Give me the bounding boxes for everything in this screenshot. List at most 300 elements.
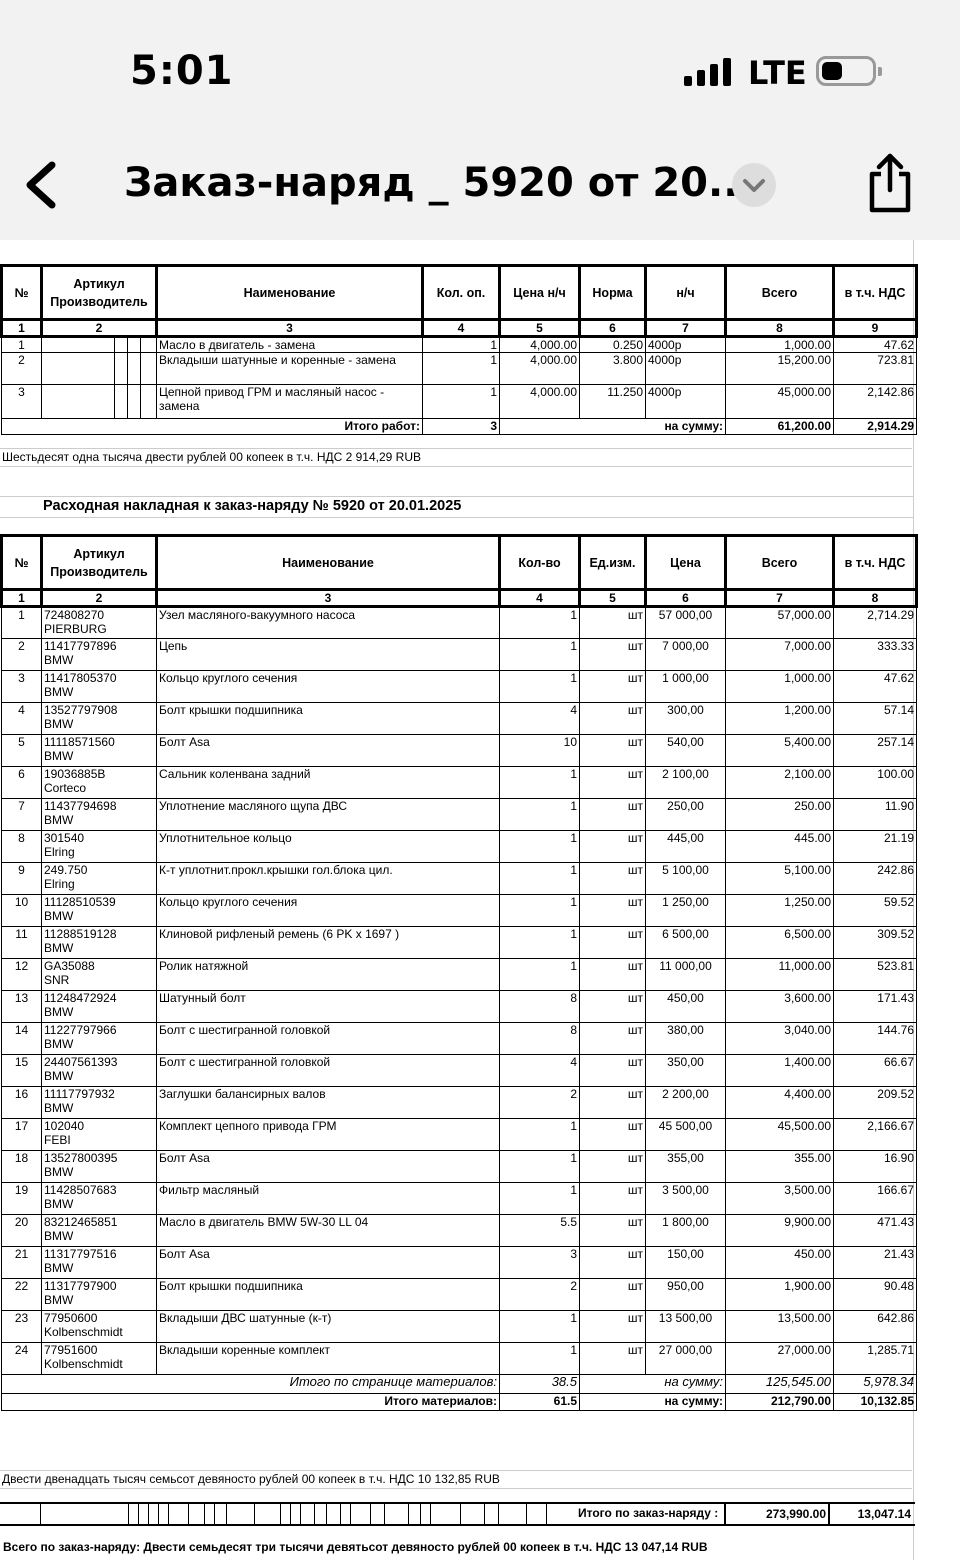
materials-row-vat: 166.67 <box>834 1183 917 1215</box>
tick-line <box>408 1504 409 1524</box>
materials-row-manufacturer: Corteco <box>44 781 87 795</box>
materials-row-name: Болт с шестигранной головкой <box>157 1055 500 1087</box>
materials-row <box>2 1343 917 1375</box>
materials-row-art-number: 249.750 <box>44 863 88 877</box>
works-row-num: 1 <box>2 337 42 353</box>
materials-row-art-number: GA35088 <box>44 959 95 973</box>
materials-row-art-number: 102040 <box>44 1119 85 1133</box>
materials-row-manufacturer: BMW <box>44 749 74 763</box>
works-header-price: Цена н/ч <box>500 266 580 320</box>
materials-row-total: 9,900.00 <box>726 1215 834 1247</box>
materials-row-art-number: 13527797908 <box>44 703 118 717</box>
works-row-qty: 1 <box>423 353 500 385</box>
materials-row-name: Уплотнительное кольцо <box>157 831 500 863</box>
materials-row-total: 1,900.00 <box>726 1279 834 1311</box>
works-row-price: 4,000.00 <box>500 385 580 419</box>
materials-row-price: 300,00 <box>646 703 726 735</box>
works-row-article <box>42 337 157 353</box>
materials-row-name: Комплект цепного привода ГРМ <box>157 1119 500 1151</box>
tick-line <box>384 1504 385 1524</box>
materials-row-total: 45,500.00 <box>726 1119 834 1151</box>
tick-line <box>460 1504 461 1524</box>
materials-row-manufacturer: BMW <box>44 1261 74 1275</box>
materials-row-num: 18 <box>2 1151 42 1183</box>
materials-row-name: Кольцо круглого сечения <box>157 895 500 927</box>
materials-row-qty: 1 <box>500 1151 580 1183</box>
materials-row-total: 27,000.00 <box>726 1343 834 1375</box>
materials-row-unit: шт <box>580 639 646 671</box>
materials-row-num: 2 <box>2 639 42 671</box>
materials-colnum: 1 <box>2 590 42 607</box>
materials-row-price: 250,00 <box>646 799 726 831</box>
materials-header-num: № <box>2 536 42 590</box>
materials-row-qty: 4 <box>500 1055 580 1087</box>
tick-line <box>326 1504 327 1524</box>
works-row-nh: 4000р <box>646 385 726 419</box>
works-total-row <box>2 419 917 435</box>
materials-row-qty: 2 <box>500 1279 580 1311</box>
works-row-price: 4,000.00 <box>500 337 580 353</box>
materials-total-row <box>2 1394 917 1411</box>
materials-row-num: 21 <box>2 1247 42 1279</box>
materials-header-vat: в т.ч. НДС <box>834 536 917 590</box>
materials-row-name: Клиновой рифленый ремень (6 PK x 1697 ) <box>157 927 500 959</box>
materials-header-price: Цена <box>646 536 726 590</box>
materials-row-vat: 57.14 <box>834 703 917 735</box>
materials-row-article <box>42 767 157 799</box>
works-header-nh: н/ч <box>646 266 726 320</box>
materials-row-total: 250.00 <box>726 799 834 831</box>
materials-row-unit: шт <box>580 1023 646 1055</box>
works-row-vat: 723.81 <box>834 353 917 385</box>
materials-row-vat: 309.52 <box>834 927 917 959</box>
materials-colnum: 4 <box>500 590 580 607</box>
works-row <box>2 385 917 419</box>
materials-row-price: 2 100,00 <box>646 767 726 799</box>
materials-row-article <box>42 1215 157 1247</box>
tick-line <box>300 1504 301 1524</box>
materials-row-article <box>42 1183 157 1215</box>
grand-total-sum: 273,990.00 <box>724 1504 830 1524</box>
materials-row-name: Болт Asa <box>157 1151 500 1183</box>
materials-row-unit: шт <box>580 1119 646 1151</box>
materials-row-vat: 59.52 <box>834 895 917 927</box>
grand-total-words: Всего по заказ-наряду: Двести семьдесят три тысячи девятьсот девяносто рублей 00 копеек в т.ч. НДС 13 047,14 RUB <box>3 1540 708 1554</box>
materials-row <box>2 1311 917 1343</box>
materials-row-qty: 1 <box>500 799 580 831</box>
works-row-nh: 4000р <box>646 353 726 385</box>
materials-row-article <box>42 1023 157 1055</box>
materials-row-total: 4,400.00 <box>726 1087 834 1119</box>
materials-total-qty: 61.5 <box>500 1394 580 1411</box>
materials-row-unit: шт <box>580 1055 646 1087</box>
materials-row-qty: 1 <box>500 607 580 639</box>
materials-row-name: Ролик натяжной <box>157 959 500 991</box>
materials-row-unit: шт <box>580 1279 646 1311</box>
materials-row-art-number: 24407561393 <box>44 1055 118 1069</box>
tick-line <box>430 1504 431 1524</box>
materials-row-name: Кольцо круглого сечения <box>157 671 500 703</box>
tick-line <box>498 1504 499 1524</box>
materials-page-vat: 5,978.34 <box>834 1375 917 1394</box>
materials-total-words: Двести двенадцать тысяч семьсот девяносто рублей 00 копеек в т.ч. НДС 10 132,85 RUB <box>0 1470 912 1489</box>
materials-row-price: 150,00 <box>646 1247 726 1279</box>
works-total-label: Итого работ: <box>2 419 423 435</box>
materials-row-num: 24 <box>2 1343 42 1375</box>
materials-row-unit: шт <box>580 895 646 927</box>
materials-row <box>2 1183 917 1215</box>
materials-row-article <box>42 1087 157 1119</box>
materials-table <box>0 534 918 1411</box>
works-colnum: 4 <box>423 320 500 337</box>
materials-row-price: 450,00 <box>646 991 726 1023</box>
works-row-norm: 0.250 <box>580 337 646 353</box>
works-row-nh: 4000р <box>646 337 726 353</box>
tick-line <box>40 1504 41 1524</box>
materials-colnum: 7 <box>726 590 834 607</box>
materials-row-unit: шт <box>580 735 646 767</box>
materials-row-vat: 523.81 <box>834 959 917 991</box>
tick-line <box>158 1504 159 1524</box>
materials-row-article <box>42 1311 157 1343</box>
materials-row-unit: шт <box>580 1151 646 1183</box>
works-total-qty: 3 <box>423 419 500 435</box>
materials-row-qty: 1 <box>500 1343 580 1375</box>
materials-row-price: 57 000,00 <box>646 607 726 639</box>
materials-row-vat: 47.62 <box>834 671 917 703</box>
materials-row-manufacturer: BMW <box>44 1165 74 1179</box>
materials-colnum: 2 <box>42 590 157 607</box>
materials-row-name: Цепь <box>157 639 500 671</box>
tick-line <box>484 1504 485 1524</box>
works-row-name: Цепной привод ГРМ и масляный насос - замена <box>157 385 423 419</box>
materials-row-unit: шт <box>580 703 646 735</box>
materials-row-article <box>42 1151 157 1183</box>
works-row-name: Вкладыши шатунные и коренные - замена <box>157 353 423 385</box>
materials-row-vat: 21.19 <box>834 831 917 863</box>
works-colnum: 5 <box>500 320 580 337</box>
materials-row-qty: 1 <box>500 959 580 991</box>
materials-row-vat: 2,714.29 <box>834 607 917 639</box>
document-page[interactable] <box>0 240 960 1560</box>
materials-header-name: Наименование <box>157 536 500 590</box>
materials-row-art-number: 11288519128 <box>44 927 117 941</box>
materials-row-name: Уплотнение масляного щупа ДВС <box>157 799 500 831</box>
materials-row-price: 1 000,00 <box>646 671 726 703</box>
materials-row-manufacturer: BMW <box>44 1229 74 1243</box>
materials-row-article <box>42 703 157 735</box>
grand-total-vat: 13,047.14 <box>857 1507 911 1521</box>
materials-colnum: 8 <box>834 590 917 607</box>
materials-row-price: 45 500,00 <box>646 1119 726 1151</box>
materials-row-num: 7 <box>2 799 42 831</box>
materials-row-qty: 1 <box>500 639 580 671</box>
materials-total-vat: 10,132.85 <box>834 1394 917 1411</box>
materials-row-article <box>42 895 157 927</box>
materials-row-name: К-т уплотнит.прокл.крышки гол.блока цил. <box>157 863 500 895</box>
materials-row-vat: 209.52 <box>834 1087 917 1119</box>
materials-row-unit: шт <box>580 1183 646 1215</box>
materials-row <box>2 1151 917 1183</box>
works-header-name: Наименование <box>157 266 423 320</box>
materials-row-num: 4 <box>2 703 42 735</box>
materials-row-price: 27 000,00 <box>646 1343 726 1375</box>
share-icon[interactable] <box>864 152 916 214</box>
materials-row <box>2 1087 917 1119</box>
materials-row-total: 3,500.00 <box>726 1183 834 1215</box>
works-header-article: Артикул Производитель <box>42 266 157 320</box>
works-row-num: 2 <box>2 353 42 385</box>
materials-row-vat: 66.67 <box>834 1055 917 1087</box>
materials-row-vat: 257.14 <box>834 735 917 767</box>
materials-row-vat: 242.86 <box>834 863 917 895</box>
materials-row-art-number: 724808270 <box>44 608 105 622</box>
tick-line <box>148 1504 149 1524</box>
materials-row-name: Болт Asa <box>157 735 500 767</box>
materials-row-qty: 10 <box>500 735 580 767</box>
materials-row-price: 1 800,00 <box>646 1215 726 1247</box>
materials-row <box>2 607 917 639</box>
materials-row-price: 950,00 <box>646 1279 726 1311</box>
works-row-qty: 1 <box>423 337 500 353</box>
materials-row-manufacturer: BMW <box>44 1197 74 1211</box>
works-colnum: 2 <box>42 320 157 337</box>
back-chevron-icon[interactable] <box>22 160 62 210</box>
materials-row-price: 13 500,00 <box>646 1311 726 1343</box>
materials-row <box>2 639 917 671</box>
materials-row-article <box>42 1119 157 1151</box>
materials-row-total: 5,100.00 <box>726 863 834 895</box>
works-table <box>0 264 918 435</box>
materials-row <box>2 959 917 991</box>
materials-row-total: 445.00 <box>726 831 834 863</box>
materials-row-qty: 1 <box>500 863 580 895</box>
works-row-total: 45,000.00 <box>726 385 834 419</box>
materials-row-name: Болт крышки подшипника <box>157 1279 500 1311</box>
materials-row-manufacturer: Elring <box>44 877 75 891</box>
materials-row-manufacturer: PIERBURG <box>44 622 107 636</box>
materials-row-unit: шт <box>580 959 646 991</box>
materials-row-total: 3,040.00 <box>726 1023 834 1055</box>
materials-row-name: Фильтр масляный <box>157 1183 500 1215</box>
materials-row-total: 1,200.00 <box>726 703 834 735</box>
materials-row <box>2 767 917 799</box>
materials-row-vat: 171.43 <box>834 991 917 1023</box>
materials-row-article <box>42 1055 157 1087</box>
materials-row-art-number: 11248472924 <box>44 991 117 1005</box>
materials-row-unit: шт <box>580 831 646 863</box>
status-bar <box>0 0 960 130</box>
grand-total-label: Итого по заказ-наряду : <box>578 1506 719 1520</box>
materials-row-price: 540,00 <box>646 735 726 767</box>
materials-total-sum: 212,790.00 <box>726 1394 834 1411</box>
materials-row-num: 5 <box>2 735 42 767</box>
tick-line <box>290 1504 291 1524</box>
tick-line <box>526 1504 527 1524</box>
materials-row-qty: 1 <box>500 1183 580 1215</box>
tick-line <box>226 1504 227 1524</box>
materials-row-num: 11 <box>2 927 42 959</box>
materials-row-price: 2 200,00 <box>646 1087 726 1119</box>
materials-row-vat: 16.90 <box>834 1151 917 1183</box>
works-colnum: 9 <box>834 320 917 337</box>
materials-colnum: 6 <box>646 590 726 607</box>
materials-row-article <box>42 1279 157 1311</box>
materials-row-unit: шт <box>580 1215 646 1247</box>
works-colnum: 7 <box>646 320 726 337</box>
signal-icon <box>684 58 734 86</box>
materials-row-article <box>42 831 157 863</box>
materials-row-unit: шт <box>580 1343 646 1375</box>
tick-line <box>314 1504 315 1524</box>
materials-row-num: 10 <box>2 895 42 927</box>
materials-row <box>2 703 917 735</box>
works-row-qty: 1 <box>423 385 500 419</box>
materials-row-manufacturer: Elring <box>44 845 75 859</box>
materials-row-total: 450.00 <box>726 1247 834 1279</box>
materials-row-article <box>42 959 157 991</box>
materials-row-art-number: 13527800395 <box>44 1151 118 1165</box>
tick-line <box>214 1504 215 1524</box>
materials-row-price: 355,00 <box>646 1151 726 1183</box>
works-colnum: 1 <box>2 320 42 337</box>
materials-row-unit: шт <box>580 991 646 1023</box>
materials-row-num: 19 <box>2 1183 42 1215</box>
materials-title-bar <box>0 496 913 518</box>
materials-row-manufacturer: BMW <box>44 717 74 731</box>
tick-line <box>280 1504 281 1524</box>
works-sum-label: на сумму: <box>500 419 726 435</box>
works-row-vat: 47.62 <box>834 337 917 353</box>
materials-row-num: 13 <box>2 991 42 1023</box>
chevron-down-icon[interactable] <box>732 163 776 207</box>
materials-row-num: 16 <box>2 1087 42 1119</box>
materials-row-article <box>42 639 157 671</box>
tick-line <box>254 1504 255 1524</box>
materials-row-art-number: 301540 <box>44 831 85 845</box>
materials-row-manufacturer: BMW <box>44 1037 74 1051</box>
tick-line <box>350 1504 351 1524</box>
materials-row-qty: 8 <box>500 991 580 1023</box>
materials-row-price: 1 250,00 <box>646 895 726 927</box>
materials-row-vat: 1,285.71 <box>834 1343 917 1375</box>
materials-row-name: Масло в двигатель BMW 5W-30 LL 04 <box>157 1215 500 1247</box>
materials-colnum: 3 <box>157 590 500 607</box>
materials-row-vat: 144.76 <box>834 1023 917 1055</box>
works-row-norm: 11.250 <box>580 385 646 419</box>
materials-row-art-number: 11417797896 <box>44 639 117 653</box>
materials-sum-label: на сумму: <box>580 1394 726 1411</box>
tick-line <box>168 1504 169 1524</box>
materials-row-qty: 1 <box>500 1119 580 1151</box>
materials-page-total-row <box>2 1375 917 1394</box>
materials-row-article <box>42 863 157 895</box>
materials-row <box>2 895 917 927</box>
materials-total-label: Итого материалов: <box>2 1394 500 1411</box>
materials-row-qty: 1 <box>500 927 580 959</box>
materials-row-num: 1 <box>2 607 42 639</box>
tick-line <box>138 1504 139 1524</box>
materials-row <box>2 991 917 1023</box>
materials-row-vat: 11.90 <box>834 799 917 831</box>
materials-row-total: 2,100.00 <box>726 767 834 799</box>
materials-row-article <box>42 735 157 767</box>
materials-row-name: Болт с шестигранной головкой <box>157 1023 500 1055</box>
works-colnum: 8 <box>726 320 834 337</box>
materials-row-unit: шт <box>580 671 646 703</box>
works-header-vat: в т.ч. НДС <box>834 266 917 320</box>
materials-row <box>2 863 917 895</box>
materials-row-art-number: 11117797932 <box>44 1087 115 1101</box>
materials-row-art-number: 77950600 <box>44 1311 98 1325</box>
materials-row-vat: 2,166.67 <box>834 1119 917 1151</box>
tick-line <box>420 1504 421 1524</box>
materials-row-total: 5,400.00 <box>726 735 834 767</box>
materials-row-manufacturer: BMW <box>44 1293 74 1307</box>
materials-row-num: 23 <box>2 1311 42 1343</box>
materials-row-manufacturer: BMW <box>44 813 74 827</box>
works-row-article <box>42 353 157 385</box>
materials-row-manufacturer: SNR <box>44 973 70 987</box>
materials-row-num: 17 <box>2 1119 42 1151</box>
materials-page-qty: 38.5 <box>500 1375 580 1394</box>
materials-row-article <box>42 799 157 831</box>
works-row-total: 1,000.00 <box>726 337 834 353</box>
materials-row-num: 22 <box>2 1279 42 1311</box>
tick-line <box>546 1504 547 1524</box>
materials-row-manufacturer: BMW <box>44 941 74 955</box>
materials-row <box>2 1215 917 1247</box>
tick-line <box>188 1504 189 1524</box>
works-row-article <box>42 385 157 419</box>
materials-row-art-number: 11317797900 <box>44 1279 117 1293</box>
materials-header-article: Артикул Производитель <box>42 536 157 590</box>
materials-row-qty: 1 <box>500 671 580 703</box>
works-row-vat: 2,142.86 <box>834 385 917 419</box>
materials-row-total: 355.00 <box>726 1151 834 1183</box>
materials-row-total: 1,000.00 <box>726 671 834 703</box>
materials-row-article <box>42 1247 157 1279</box>
materials-row-vat: 90.48 <box>834 1279 917 1311</box>
materials-row-name: Вкладыши коренные комплект <box>157 1343 500 1375</box>
materials-title: Расходная накладная к заказ-наряду № 5920 от 20.01.2025 <box>43 498 462 514</box>
materials-row-total: 3,600.00 <box>726 991 834 1023</box>
works-row <box>2 353 917 385</box>
materials-row-qty: 1 <box>500 831 580 863</box>
materials-row-vat: 471.43 <box>834 1215 917 1247</box>
materials-row-article <box>42 671 157 703</box>
materials-row-price: 7 000,00 <box>646 639 726 671</box>
materials-row <box>2 1119 917 1151</box>
materials-row-total: 1,250.00 <box>726 895 834 927</box>
materials-row-total: 6,500.00 <box>726 927 834 959</box>
works-row-name: Масло в двигатель - замена <box>157 337 423 353</box>
materials-row-name: Шатунный болт <box>157 991 500 1023</box>
materials-row-manufacturer: BMW <box>44 1069 74 1083</box>
document-title: Заказ-наряд _ 5920 от 20... <box>124 160 754 206</box>
materials-row-price: 445,00 <box>646 831 726 863</box>
materials-row-vat: 642.86 <box>834 1311 917 1343</box>
materials-row-manufacturer: BMW <box>44 1005 74 1019</box>
materials-row-vat: 21.43 <box>834 1247 917 1279</box>
network-label: LTE <box>748 54 807 92</box>
materials-row-manufacturer: BMW <box>44 1101 74 1115</box>
materials-page-sum: 125,545.00 <box>726 1375 834 1394</box>
battery-icon <box>816 56 876 86</box>
materials-row-qty: 1 <box>500 767 580 799</box>
materials-row-name: Узел масляного-вакуумного насоса <box>157 607 500 639</box>
works-header-total: Всего <box>726 266 834 320</box>
